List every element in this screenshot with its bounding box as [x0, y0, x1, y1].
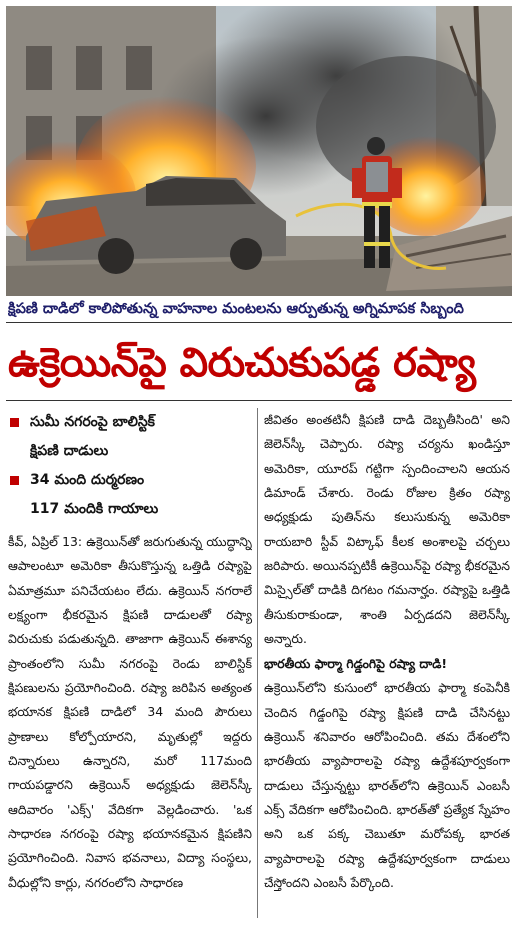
article-body-right-1: జీవితం అంతటినీ క్షిపణి దాడి దెబ్బతీసింది' అని జెలెన్‌స్కీ చెప్పారు. రష్యా చర్యను ఖండిస్తూ అమెరికా, యూరప్‌ గట్టిగా స్పందించాలని ఆయన డిమాండ్‌ చేశారు. రెండు రోజుల క్రితం రష్యా అధ్యక్షుడు పుతిన్‌ను కలుసుకున్న అమెరికా రాయబారి స్టీవ్‌ విట్కాఫ్‌ కీలక అంశాలపై చర్చలు జరిపారు. అయినప్పటికీ ఉక్రెయిన్‌పై రష్యా భీకరమైన మిస్సైల్‌తో దాడికి దిగటం గమనార్హం. రష్యాపై ఒత్తిడి తీసుకురాకుండా, శాంతి ఏర్పడదని జెలెన్‌స్కీ అన్నారు. — [264, 412, 510, 647]
photo-caption: క్షిపణి దాడిలో కాలిపోతున్న వాహనాల మంటలను ఆర్పుతున్న అగ్నిమాపక సిబ్బంది — [8, 301, 464, 317]
bullet-square-icon — [10, 418, 19, 427]
bullet-square-icon — [10, 476, 19, 485]
highlights-list — [8, 408, 252, 524]
right-column — [264, 408, 510, 896]
photo-fire-icon — [6, 6, 512, 296]
headline: ఉక్రెయిన్‌పై విరుచుకుపడ్డ రష్యా — [8, 340, 476, 386]
highlight-item — [8, 408, 252, 466]
highlight-line: 34 మంది దుర్మరణం — [30, 472, 145, 488]
highlight-line: సుమీ నగరంపై బాలిస్టిక్ — [30, 414, 155, 430]
highlight-line: క్షిపణి దాడులు — [30, 443, 109, 459]
left-column — [8, 408, 252, 910]
column-divider — [257, 408, 258, 918]
highlight-item — [8, 466, 252, 524]
headline-divider — [6, 400, 512, 401]
sub-heading: భారతీయ ఫార్మా గిడ్డంగిపై రష్యా దాడి! — [264, 656, 448, 671]
highlight-line: 117 మందికి గాయాలు — [30, 501, 159, 517]
article-body-right-2: ఉక్రెయిన్‌లోని కుసుంలో భారతీయ ఫార్మా కంపెనీకి చెందిన గిడ్డంగిపై రష్యా క్షిపణి దాడి చేసినట్టు ఉక్రెయిన్‌ శనివారం ఆరోపించింది. తమ దేశంలోని భారతీయ వ్యాపారాలపై రష్యా ఉద్దేశపూర్వకంగా దాడులు చేస్తున్నట్టు భారత్‌లోని ఉక్రెయిన్‌ ఎంబసీ ఎక్స్‌ వేదికగా ఆరోపించింది. భారత్‌తో ప్రత్యేక స్నేహం అని ఒక పక్క చెబుతూ మరోపక్క భారత వ్యాపారాలపై రష్యా ఉద్దేశపూర్వకంగా దాడులు చేస్తోందని ఎంబసీ పేర్కొంది. — [264, 680, 510, 891]
caption-divider — [6, 322, 512, 323]
news-photo — [6, 6, 512, 296]
article-body-left: కీవ్‌, ఏప్రిల్‌ 13: ఉక్రెయిన్‌తో జరుగుతున్న యుద్ధాన్ని ఆపాలంటూ అమెరికా తీసుకొస్తున్న ఒత్తిడి రష్యాపై ఏమాత్రమూ పనిచేయటం లేదు. ఉక్రెయిన్‌ నగరాలే లక్ష్యంగా భీకరమైన క్షిపణి దాడులతో రష్యా విరుచుకు పడుతున్నది. తాజాగా ఉక్రెయిన్‌ ఈశాన్య ప్రాంతంలోని సుమీ నగరంపై రెండు బాలిస్టిక్‌ క్షిపణులను ప్రయోగించింది. రష్యా జరిపిన అత్యంత భయానక క్షిపణి దాడిలో 34 మంది పౌరులు ప్రాణాలు కోల్పోయారని, మృతుల్లో ఇద్దరు చిన్నారులు ఉన్నారని, మరో 117మంది గాయపడ్డారని ఉక్రెయిన్‌ అధ్యక్షుడు జెలెన్‌స్కీ ఆదివారం 'ఎక్స్‌' వేదికగా వెల్లడించారు. 'ఒక సాధారణ నగరంపై రష్యా భయానకమైన క్షిపణిని ప్రయోగించింది. నివాస భవనాలు, విద్యా సంస్థలు, వీధుల్లోని కార్లు, నగరంలోని సాధారణ — [8, 534, 252, 890]
